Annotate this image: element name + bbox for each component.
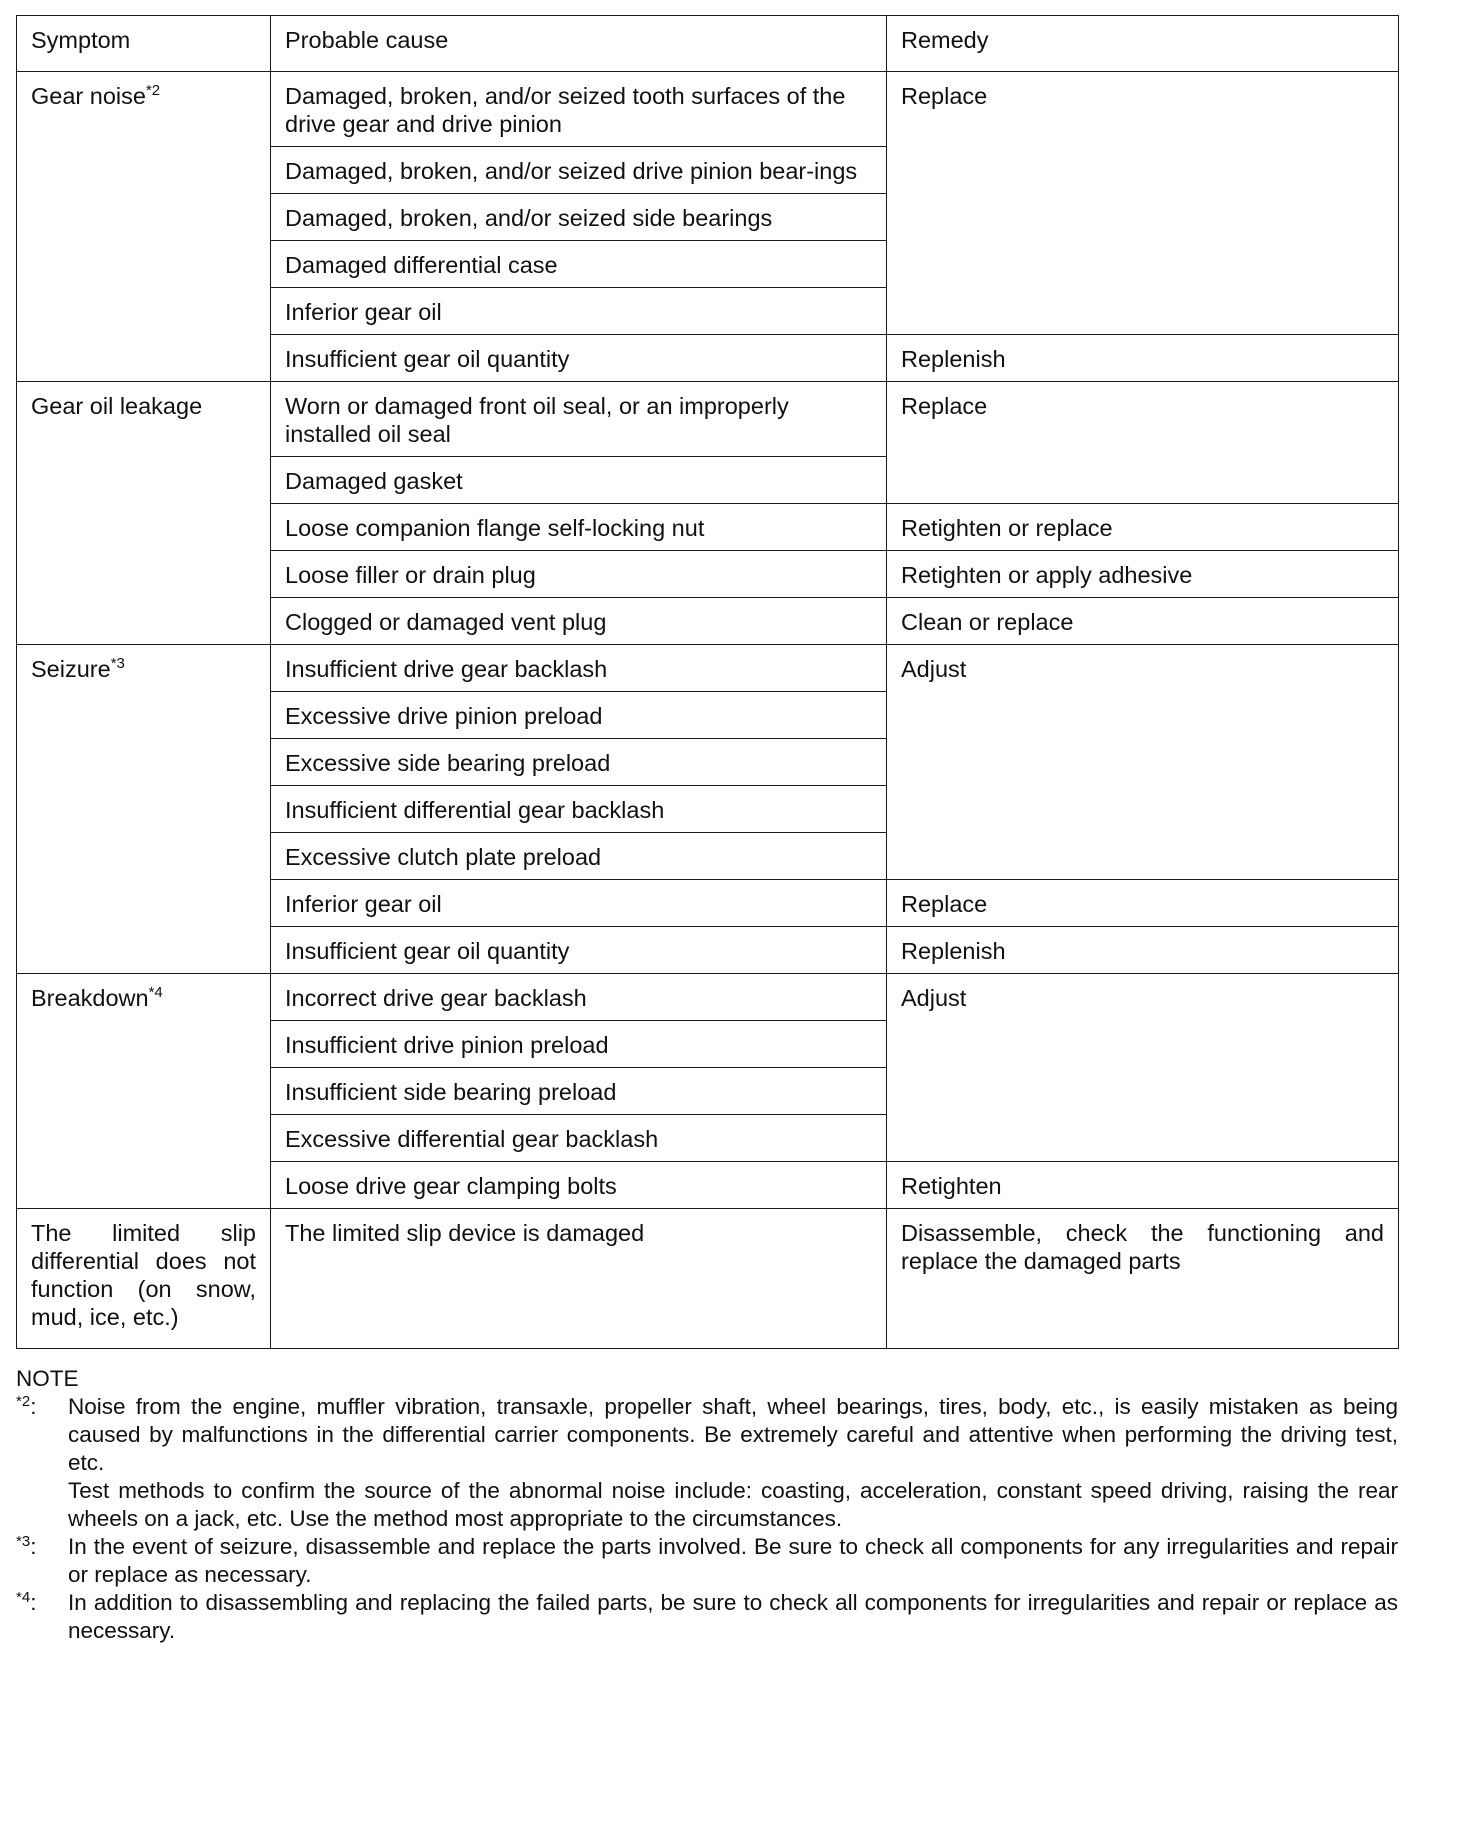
note-item: [16, 1533, 1398, 1589]
note-item: [16, 1393, 1398, 1533]
note-paragraph: Noise from the engine, muffler vibration, transaxle, propeller shaft, wheel bearings, tires, body, etc., is easily mistaken as being caused by malfunctions in the differential carrier components. Be extremely careful and attentive when performing the driving test, etc.: [68, 1394, 1398, 1475]
cause-cell: Excessive drive pinion preload: [271, 692, 887, 739]
cause-cell: Excessive differential gear backlash: [271, 1115, 887, 1162]
cause-cell: Loose companion flange self-locking nut: [271, 504, 887, 551]
note-item: [16, 1589, 1398, 1645]
remedy-cell: Clean or replace: [887, 598, 1399, 645]
cause-cell: Insufficient gear oil quantity: [271, 335, 887, 382]
cause-cell: Damaged, broken, and/or seized side bearings: [271, 194, 887, 241]
remedy-cell: Adjust: [887, 974, 1399, 1162]
note-marker: $^{*4}$:: [16, 1589, 37, 1615]
notes-title: NOTE: [16, 1366, 79, 1391]
notes-section: [16, 1365, 1398, 1645]
troubleshooting-table: [16, 15, 1399, 1349]
header-row: [17, 16, 1399, 72]
note-text: [68, 1589, 1398, 1645]
remedy-cell: Replace: [887, 382, 1399, 504]
note-text: [68, 1533, 1398, 1589]
cause-cell: Inferior gear oil: [271, 288, 887, 335]
table-row: [17, 382, 1399, 457]
header-probable-cause: Probable cause: [271, 16, 887, 72]
symptom-breakdown: Breakdown$^{*4}$: [17, 974, 271, 1209]
remedy-cell: Replace: [887, 880, 1399, 927]
cause-cell: Insufficient differential gear backlash: [271, 786, 887, 833]
cause-cell: Insufficient side bearing preload: [271, 1068, 887, 1115]
note-marker: $^{*3}$:: [16, 1533, 37, 1559]
cause-cell: Insufficient drive pinion preload: [271, 1021, 887, 1068]
cause-cell: Insufficient drive gear backlash: [271, 645, 887, 692]
remedy-cell: Replace: [887, 72, 1399, 335]
cause-cell: Damaged, broken, and/or seized tooth surfaces of the drive gear and drive pinion: [271, 72, 887, 147]
table-row: [17, 72, 1399, 147]
cause-cell: Loose drive gear clamping bolts: [271, 1162, 887, 1209]
cause-cell: Insufficient gear oil quantity: [271, 927, 887, 974]
note-text: [68, 1393, 1398, 1533]
remedy-cell: Retighten: [887, 1162, 1399, 1209]
header-remedy: Remedy: [887, 16, 1399, 72]
remedy-cell: Replenish: [887, 927, 1399, 974]
symptom-lsd-not-function: The limited slip differential does not function (on snow, mud, ice, etc.): [17, 1209, 271, 1349]
cause-cell: Damaged gasket: [271, 457, 887, 504]
cause-cell: Damaged differential case: [271, 241, 887, 288]
remedy-cell: Replenish: [887, 335, 1399, 382]
note-marker: $^{*2}$:: [16, 1393, 37, 1419]
cause-cell: Loose filler or drain plug: [271, 551, 887, 598]
cause-cell: Worn or damaged front oil seal, or an improperly installed oil seal: [271, 382, 887, 457]
note-paragraph: In addition to disassembling and replacing the failed parts, be sure to check all components for irregularities and repair or replace as necessary.: [68, 1590, 1398, 1643]
remedy-cell: Disassemble, check the functioning and replace the damaged parts: [887, 1209, 1399, 1349]
table-row: [17, 1209, 1399, 1349]
cause-cell: The limited slip device is damaged: [271, 1209, 887, 1349]
symptom-seizure: Seizure$^{*3}$: [17, 645, 271, 974]
header-symptom: Symptom: [17, 16, 271, 72]
cause-cell: Clogged or damaged vent plug: [271, 598, 887, 645]
symptom-gear-oil-leakage: Gear oil leakage: [17, 382, 271, 645]
note-paragraph: In the event of seizure, disassemble and replace the parts involved. Be sure to check all components for any irregularities and repair or replace as necessary.: [68, 1534, 1398, 1587]
troubleshooting-document: [16, 15, 1398, 1645]
cause-cell: Incorrect drive gear backlash: [271, 974, 887, 1021]
note-paragraph: Test methods to confirm the source of the abnormal noise include: coasting, acceleration, constant speed driving, raising the rear wheels on a jack, etc. Use the method most appropriate to the circumstances.: [68, 1478, 1398, 1531]
cause-cell: Inferior gear oil: [271, 880, 887, 927]
remedy-cell: Retighten or apply adhesive: [887, 551, 1399, 598]
table-row: [17, 974, 1399, 1021]
cause-cell: Excessive side bearing preload: [271, 739, 887, 786]
cause-cell: Excessive clutch plate preload: [271, 833, 887, 880]
cause-cell: Damaged, broken, and/or seized drive pinion bear-ings: [271, 147, 887, 194]
symptom-gear-noise: Gear noise$^{*2}$: [17, 72, 271, 382]
table-row: [17, 645, 1399, 692]
remedy-cell: Adjust: [887, 645, 1399, 880]
remedy-cell: Retighten or replace: [887, 504, 1399, 551]
